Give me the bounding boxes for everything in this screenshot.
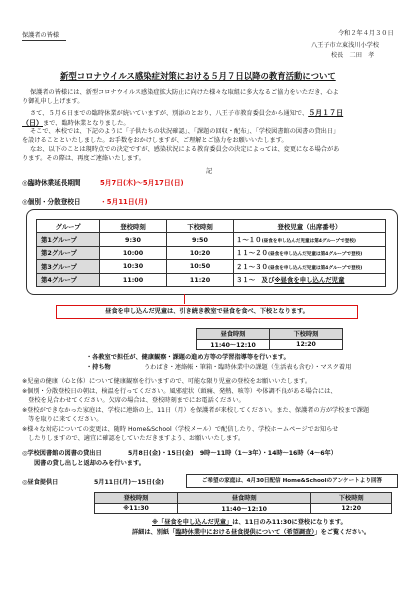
note-line: したりしますので、適宜に確認をしていただきますよう、お願いいたします。 [22,435,245,442]
schedule-table [36,219,386,287]
addressee: 保護者の皆様 [22,32,60,39]
footer-text: は、11日のみ11:30に登校になります。 [232,519,347,526]
footer-text: 詳細は、別紙「 [132,529,176,536]
item-belongings-label: ・持ち物 [86,364,111,371]
students-cell [234,273,386,286]
leave-cell: 10:20 [167,246,234,259]
note-line: ※様々な対応についての変更は、随時 Home&School（学校メール）で配信したり、学校ホームページでお知らせ [22,426,339,433]
header-leave: 下校時刻 [167,220,234,233]
provide-header-arrive: 登校時刻 [95,493,178,504]
item-guidance: ・各教室で担任が、健康観察・課題の進め方等の学習指導等を行います。 [86,354,290,361]
footer-link-text: 臨時休業中における昼食提供について（希望調査） [175,529,315,536]
lunch-leave-value: 12:20 [270,339,343,350]
intro-line-2: り御礼申し上げます。 [22,98,84,105]
group-cell: 第1グループ [37,233,100,246]
addressee-underline [22,40,66,41]
range-text: １～１０ [236,236,262,245]
lunch-provide-label: ◎昼食提供日 [22,479,59,486]
note-text: (昼食を申し込んだ児童は第4グループで登校) [267,265,363,271]
header-arrive: 登校時刻 [100,220,167,233]
arrive-cell: 10:00 [100,246,167,259]
provide-leave-value: 12:20 [311,503,392,514]
school-name: 八王子市立東浅川小学校 [311,42,380,49]
range-text: １１～２０ [236,249,268,258]
note-line: ※個別・分散登校日の朝は、検温を行ってください。風邪症状（頭痛、発熱、咳等）や体調不良がある場合には、 [22,388,337,395]
students-cell [234,260,386,273]
extension-date: ５月１７日 [308,109,344,117]
table-row [37,260,386,273]
intro-line-6: を設けることといたしました。お手数をおかけしますが、ご理解とご協力をお願いいたします。 [22,137,288,144]
footer-text: 」をご覧ください。 [314,529,371,536]
item-belongings-list: うわばき・連絡帳・筆箱・臨時休業中の課題（生活表も含む）・マスク着用 [144,364,352,371]
lunch-provide-period: 5月11日(月)～15日(金) [94,479,164,486]
group-cell: 第2グループ [37,246,100,259]
footer-line-1 [152,519,347,527]
lunch-provide-table [94,492,392,514]
table-row [37,233,386,246]
arrive-cell: 11:00 [100,273,167,286]
intro-text: さて、５月６日までの臨時休業が続いていますが、別添のとおり、八王子市教育委員会から通知で、 [30,110,309,117]
school-day-value: ・5月11日(月) [100,198,148,206]
footer-emphasis: ※「昼食を申し込んだ児童」 [152,519,233,526]
group-cell: 第4グループ [37,273,100,286]
closure-period-label: ◎臨時休業延長期間 [22,179,81,187]
lunch-note-box: 昼食を申し込んだ児童は、引き続き教室で昼食を食べ、下校となります。 [56,305,358,319]
note-text: ※昼食を申し込んだ児童 [274,276,345,285]
footer-line-2 [132,529,370,537]
connector-line [184,294,185,304]
closure-period-value: 5月7日(木)～5月17日(日) [100,179,184,187]
lunch-time-header: 昼食時刻 [197,329,270,340]
table-row [37,273,386,286]
note-text: (昼食を申し込んだ児童は第4グループで登校) [267,252,363,258]
ki-label: 記 [206,168,213,175]
provide-arrive-value: ※11:30 [95,503,178,514]
principal-name: 校長 二田 孝 [331,52,375,59]
school-day-label: ◎個別・分散登校日 [22,198,81,206]
provide-header-lunch: 昼食時刻 [178,493,311,504]
range-text: ３１～ 及び [236,276,275,285]
library-detail: 5月8日(金)・15日(金) 9時～11時（1～3年）・14時～16時（4～6年） [128,450,337,457]
note-line: 等を取りに来てください。 [22,416,103,423]
arrive-cell: 10:30 [100,260,167,273]
table-row [37,246,386,259]
note-line: 登校を見合わせてください。欠席の場合は、登校時刻までにお電話ください。 [22,397,245,404]
lunch-time-table [196,328,343,350]
intro-line-3 [30,109,343,118]
library-label: ◎学校図書館の図書の貸出日 [22,450,102,457]
intro-text-2: まで、臨時休業となりました。 [43,120,130,127]
group-cell: 第3グループ [37,260,100,273]
library-sub: 図書の貸し出しと返却のみを行います。 [34,460,145,467]
leave-cell: 10:50 [167,260,234,273]
range-text: ２１～３０ [236,262,268,271]
lunch-time-value: 11:40～12:10 [197,339,270,350]
provide-header-leave: 下校時刻 [311,493,392,504]
students-cell [234,246,386,259]
header-students: 登校児童（出席番号） [234,220,386,233]
intro-line-5: そこで、本校では、下記のように「子供たちの状況確認」、「課題の回収・配布」、「学校図書館の図書の貸出日」 [30,128,340,135]
note-line: ※児童の健康（心と体）について健康観察を行いますので、可能な限り児童の登校をお願いいたします。 [22,378,312,385]
header-group: グループ [37,220,100,233]
intro-line-8: ります。その際は、再度ご連絡いたします。 [22,155,145,162]
intro-line-7: なお、以下のことは現時点での決定ですが、感染状況による教育委員会の決定によっては、変更になる場合があ [30,146,340,153]
intro-line-1: 保護者の皆様には、新型コロナウイルス感染症拡大防止に向けた様々な取組に多大なるご協力をいただき、心よ [30,89,339,96]
extension-day: （日） [22,119,43,127]
lunch-leave-header: 下校時刻 [270,329,343,340]
document-title: 新型コロナウイルス感染症対策における５月７日以降の教育活動について [60,71,336,81]
arrive-cell: 9:30 [100,233,167,246]
note-line: ※登校ができなかった家庭は、学校に連絡の上、11日（月）を保護者が来校してください。また、保護者の方が学校まで課題 [22,407,370,414]
document-date: 令和２年４月３０日 [338,30,394,37]
note-text: (昼食を申し込んだ児童は第4グループで登校) [261,239,357,245]
provide-lunch-value: 11:40～12:10 [178,503,311,514]
lunch-provide-note: ご希望の家庭は、4月30日配信 Home&Schoolのアンケートより回答 [186,474,398,488]
students-cell [234,233,386,246]
leave-cell: 11:20 [167,273,234,286]
intro-line-4 [22,119,130,128]
leave-cell: 9:50 [167,233,234,246]
